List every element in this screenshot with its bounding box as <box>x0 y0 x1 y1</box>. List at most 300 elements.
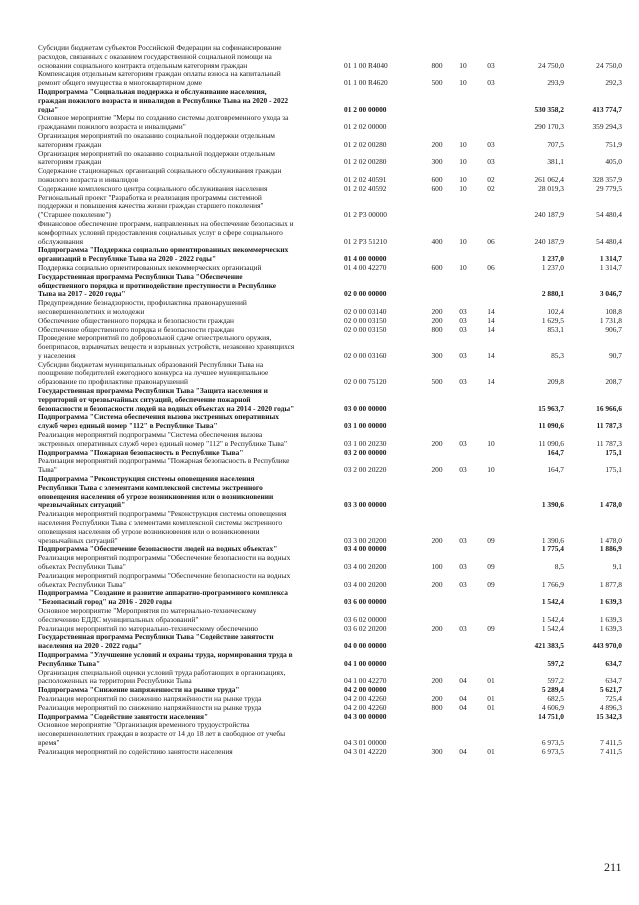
amount-year-2: 7 411,5 <box>600 737 622 747</box>
row-name: Подпрограмма "Снижение напряженности на рынке труда" <box>38 685 240 695</box>
section-code: 03 <box>459 324 467 334</box>
expense-type-code: 600 <box>431 174 443 184</box>
subsection-code <box>476 387 506 413</box>
target-article-code: 04 3 00 00000 <box>344 711 387 721</box>
amount-year-1: 597,2 <box>547 658 564 668</box>
subsection-code <box>476 651 506 669</box>
table-row <box>38 651 622 669</box>
subsection-code <box>476 713 506 722</box>
table-row <box>38 572 622 590</box>
expense-type-code <box>424 545 450 554</box>
row-name: Подпрограмма "Реконструкция системы оповещения населения Республики Тыва с элементами комплексной системы экстренного оповещения населения об угрозе возникновения или о возникновении чрезвычайных ситуаций" <box>38 474 274 510</box>
target-article-code: 04 3 01 42220 <box>344 746 387 756</box>
section-code: 10 <box>459 78 467 88</box>
table-row <box>38 361 622 387</box>
table-row <box>38 194 622 220</box>
target-article-code: 03 2 00 00000 <box>344 447 387 457</box>
amount-year-2: 1 314,7 <box>599 254 622 264</box>
table-row <box>38 88 622 114</box>
amount-year-2: 4 896,3 <box>599 702 622 712</box>
expense-type-code: 200 <box>431 693 443 703</box>
target-article-code: 03 6 02 00000 <box>344 614 387 624</box>
amount-year-2: 405,0 <box>605 157 622 167</box>
amount-year-1: 24 750,0 <box>538 60 564 70</box>
section-code: 04 <box>459 746 467 756</box>
section-code <box>450 545 476 554</box>
amount-year-2: 1 478,0 <box>599 535 622 545</box>
amount-year-1: 293,9 <box>547 78 564 88</box>
subsection-code <box>476 633 506 651</box>
amount-year-1: 261 062,4 <box>534 174 564 184</box>
expense-type-code: 200 <box>431 465 443 475</box>
amount-year-2: 9,1 <box>612 562 622 572</box>
target-article-code: 04 2 00 42260 <box>344 702 387 712</box>
subsection-code: 03 <box>487 60 495 70</box>
section-code <box>450 246 476 264</box>
row-name: Проведение мероприятий по добровольной сдаче огнестрельного оружия, боеприпасов, взрывчатых веществ и взрывных устройств, незаконно хранящихся у населения <box>38 333 295 360</box>
section-code: 04 <box>459 693 467 703</box>
section-code <box>450 475 476 510</box>
amount-year-2: 11 787,3 <box>596 421 622 431</box>
table-row <box>38 457 622 475</box>
amount-year-1: 381,1 <box>547 157 564 167</box>
row-name: Подпрограмма "Улучшение условий и охраны труда, нормирования труда в Республике Тыва" <box>38 649 293 668</box>
amount-year-1: 1 542,4 <box>541 623 564 633</box>
amount-year-1: 209,8 <box>547 377 564 387</box>
amount-year-1: 530 358,2 <box>534 104 564 114</box>
row-name: Организация мероприятий по оказанию социальной поддержки отдельным категориям граждан <box>38 130 275 149</box>
expense-type-code: 200 <box>431 306 443 316</box>
row-name: Содержание стационарных организаций социального обслуживания граждан пожилого возраста и инвалидов <box>38 166 282 184</box>
amount-year-2: 54 480,4 <box>596 210 622 220</box>
target-article-code: 03 4 00 20200 <box>344 579 387 589</box>
table-row <box>38 607 622 625</box>
expense-type-code: 500 <box>431 377 443 387</box>
table-row <box>38 510 622 545</box>
target-article-code: 01 2 02 00280 <box>344 139 387 149</box>
row-name: Реализация мероприятий подпрограммы "Обеспечение безопасности на водных объектах Республики Тыва" <box>38 553 291 572</box>
subsection-code <box>476 607 506 625</box>
row-name: Региональный проект "Разработка и реализация программы системной поддержки и повышения качества жизни граждан старшего поколения" ("Старшее поколение") <box>38 192 264 220</box>
section-code: 03 <box>459 438 467 448</box>
subsection-code: 02 <box>487 183 495 193</box>
expense-type-code: 200 <box>431 535 443 545</box>
section-code: 03 <box>459 623 467 633</box>
amount-year-2: 1 639,3 <box>599 597 622 607</box>
expense-type-code <box>424 194 450 220</box>
expense-type-code: 200 <box>431 579 443 589</box>
expense-type-code: 200 <box>431 438 443 448</box>
expense-type-code <box>424 651 450 669</box>
section-code <box>450 721 476 747</box>
section-code <box>450 413 476 431</box>
table-row <box>38 554 622 572</box>
target-article-code: 04 3 01 00000 <box>344 737 387 747</box>
target-article-code: 03 1 00 20230 <box>344 438 387 448</box>
table-row <box>38 475 622 510</box>
table-row <box>38 70 622 88</box>
target-article-code: 04 2 00 42260 <box>344 693 387 703</box>
amount-year-2: 175,1 <box>605 447 622 457</box>
amount-year-2: 11 787,3 <box>596 438 622 448</box>
subsection-code: 06 <box>487 262 495 272</box>
row-name: Подпрограмма "Социальная поддержка и обслуживание населения, граждан пожилого возраста и инвалидов в Республике Тыва на 2020 - 2022 годы" <box>38 86 289 114</box>
amount-year-1: 5 289,4 <box>541 685 564 695</box>
subsection-code: 03 <box>487 157 495 167</box>
amount-year-2: 1 731,8 <box>599 315 622 325</box>
row-name: Реализация мероприятий по содействию занятости населения <box>38 746 233 756</box>
section-code: 10 <box>459 236 467 246</box>
expense-type-code <box>424 633 450 651</box>
subsection-code <box>476 413 506 431</box>
row-name: Подпрограмма "Система обеспечения вызова экстренных оперативных служб через единый номер "112" в Республике Тыва" <box>38 412 279 431</box>
target-article-code: 03 3 00 20200 <box>344 535 387 545</box>
row-name: Государственная программа Республики Тыва "Защита населения и территорий от чрезвычайных ситуаций, обеспечение пожарной безопасности и безопасности людей на водных объектах на 2014 - 2020 годы" <box>38 386 295 413</box>
target-article-code: 03 2 00 20220 <box>344 465 387 475</box>
table-row <box>38 431 622 449</box>
amount-year-1: 6 973,5 <box>541 746 564 756</box>
amount-year-1: 853,1 <box>547 324 564 334</box>
table-row <box>38 721 622 747</box>
table-row <box>38 273 622 299</box>
target-article-code: 03 3 00 00000 <box>344 500 387 510</box>
table-row <box>38 44 622 70</box>
amount-year-2: 292,3 <box>605 78 622 88</box>
amount-year-2: 15 342,3 <box>596 711 622 721</box>
section-code <box>450 449 476 458</box>
expense-type-code: 100 <box>431 562 443 572</box>
section-code <box>450 387 476 413</box>
table-row <box>38 669 622 687</box>
expense-type-code: 300 <box>431 746 443 756</box>
expense-type-code <box>424 387 450 413</box>
subsection-code <box>476 114 506 132</box>
row-name: Основное мероприятие "Меры по созданию системы долговременного ухода за гражданами пожилого возраста и инвалидами" <box>38 113 289 132</box>
target-article-code: 01 2 02 40592 <box>344 183 387 193</box>
row-name: Реализация мероприятий по снижению напряжённости на рынке труда <box>38 702 262 712</box>
amount-year-2: 1 877,8 <box>599 579 622 589</box>
amount-year-1: 1 237,0 <box>541 254 564 264</box>
amount-year-2: 634,7 <box>605 658 622 668</box>
section-code <box>450 607 476 625</box>
section-code <box>450 633 476 651</box>
amount-year-2: 175,1 <box>605 465 622 475</box>
subsection-code: 14 <box>487 315 495 325</box>
amount-year-1: 240 187,9 <box>534 210 564 220</box>
target-article-code: 03 1 00 00000 <box>344 421 387 431</box>
section-code: 03 <box>459 465 467 475</box>
amount-year-2: 29 779,5 <box>596 183 622 193</box>
subsection-code: 14 <box>487 377 495 387</box>
subsection-code <box>476 194 506 220</box>
subsection-code <box>476 721 506 747</box>
expense-type-code: 200 <box>431 139 443 149</box>
section-code <box>450 114 476 132</box>
row-name: Финансовое обеспечение программ, направленных на обеспечение безопасных и комфортных условий предоставления социальных услуг в сфере социального обслуживания <box>38 218 294 246</box>
target-article-code: 01 2 P3 00000 <box>344 210 387 220</box>
amount-year-1: 682,5 <box>547 693 564 703</box>
subsection-code <box>476 589 506 607</box>
subsection-code: 10 <box>487 438 495 448</box>
subsection-code <box>476 246 506 264</box>
section-code: 03 <box>459 315 467 325</box>
amount-year-2: 208,7 <box>605 377 622 387</box>
target-article-code: 02 0 00 75120 <box>344 377 387 387</box>
expense-type-code <box>424 273 450 299</box>
amount-year-1: 6 973,5 <box>541 737 564 747</box>
section-code: 10 <box>459 262 467 272</box>
row-name: Основное мероприятие "Мероприятия по материально-техническому обеспечению ЕДДС муниципальных образований" <box>38 606 257 624</box>
amount-year-1: 164,7 <box>547 447 564 457</box>
target-article-code: 01 2 00 00000 <box>344 104 387 114</box>
row-name: Обеспечение общественного порядка и безопасности граждан <box>38 315 234 325</box>
table-row <box>38 387 622 413</box>
target-article-code: 04 1 00 42270 <box>344 676 387 686</box>
target-article-code: 03 0 00 00000 <box>344 403 387 413</box>
section-code <box>450 651 476 669</box>
subsection-code: 09 <box>487 623 495 633</box>
target-article-code: 04 2 00 00000 <box>344 685 387 695</box>
amount-year-2: 5 621,7 <box>599 685 622 695</box>
expense-type-code: 400 <box>431 236 443 246</box>
row-name: Организация специальной оценки условий труда работающих в организациях, расположенных на территории Республики Тыва <box>38 667 286 686</box>
row-name: Субсидии бюджетам муниципальных образований Республики Тыва на поощрение победителей ежегодного конкурса на лучшее муниципальное образование по профилактике правонарушений <box>38 359 269 387</box>
target-article-code: 03 4 00 20200 <box>344 562 387 572</box>
target-article-code: 01 2 P3 51210 <box>344 236 387 246</box>
amount-year-2: 1 314,7 <box>599 262 622 272</box>
row-name: Основное мероприятие "Организация временного трудоустройства несовершеннолетних граждан в возрасте от 14 до 18 лет в свободное от учебы время" <box>38 720 286 747</box>
target-article-code: 03 6 02 20200 <box>344 623 387 633</box>
table-row <box>38 299 622 317</box>
table-row <box>38 334 622 360</box>
target-article-code: 01 1 00 R4040 <box>344 60 388 70</box>
amount-year-2: 3 046,7 <box>599 289 622 299</box>
row-name: Реализация мероприятий по снижению напряжённости на рынке труда <box>38 693 262 703</box>
row-name: Субсидии бюджетам субъектов Российской Федерации на софинансирование расходов, связанных с оказанием государственной социальной помощи на основании социального контракта отдельным категориям граждан <box>38 43 282 70</box>
subsection-code: 09 <box>487 579 495 589</box>
target-article-code: 02 0 00 03150 <box>344 324 387 334</box>
amount-year-1: 1 542,4 <box>541 597 564 607</box>
amount-year-1: 1 237,0 <box>541 262 564 272</box>
expense-type-code <box>424 589 450 607</box>
table-row <box>38 589 622 607</box>
amount-year-2: 1 886,9 <box>599 544 622 554</box>
expense-type-code: 600 <box>431 262 443 272</box>
expense-type-code: 200 <box>431 676 443 686</box>
table-row <box>38 220 622 246</box>
row-name: Подпрограмма "Пожарная безопасность в Республике Тыва" <box>38 447 244 457</box>
amount-year-1: 290 170,3 <box>534 122 564 132</box>
subsection-code: 06 <box>487 236 495 246</box>
section-code: 10 <box>459 183 467 193</box>
amount-year-2: 7 411,5 <box>600 746 622 756</box>
expense-type-code: 200 <box>431 315 443 325</box>
amount-year-2: 359 294,3 <box>592 122 622 132</box>
expense-type-code: 600 <box>431 183 443 193</box>
amount-year-1: 4 606,9 <box>541 702 564 712</box>
table-row <box>38 114 622 132</box>
amount-year-1: 11 090,6 <box>538 421 564 431</box>
section-code <box>450 273 476 299</box>
subsection-code: 14 <box>487 350 495 360</box>
row-name: Поддержка социально ориентированных некоммерческих организаций <box>38 262 262 272</box>
row-name: Подпрограмма "Создание и развитие аппаратно-программного комплекса "Безопасный город" на 2016 - 2020 годы <box>38 588 288 607</box>
amount-year-1: 1 629,5 <box>541 315 564 325</box>
section-code: 10 <box>459 139 467 149</box>
budget-document <box>38 43 622 757</box>
row-name: Реализация мероприятий по материально-техническому обеспечению <box>38 623 259 633</box>
row-name: Государственная программа Республики Тыва "Содействие занятости населения на 2020 - 2022 годы" <box>38 632 274 651</box>
subsection-code: 01 <box>487 746 495 756</box>
row-name: Компенсация отдельным категориям граждан оплаты взноса на капитальный ремонт общего имущества в многоквартирном доме <box>38 69 281 88</box>
section-code <box>450 194 476 220</box>
expense-type-code <box>424 114 450 132</box>
budget-table <box>38 44 622 757</box>
expense-type-code: 800 <box>431 702 443 712</box>
target-article-code: 03 6 00 00000 <box>344 597 387 607</box>
subsection-code <box>476 475 506 510</box>
subsection-code: 01 <box>487 693 495 703</box>
amount-year-2: 328 357,9 <box>592 174 622 184</box>
subsection-code: 02 <box>487 174 495 184</box>
amount-year-2: 443 970,0 <box>592 641 622 651</box>
row-name: Содержание комплексного центра социального обслуживания населения <box>38 183 268 193</box>
row-name: Обеспечение общественного порядка и безопасности граждан <box>38 324 234 334</box>
amount-year-2: 24 750,0 <box>596 60 622 70</box>
row-name: Реализация мероприятий подпрограммы "Система обеспечения вызова экстренных оперативных служб через единый номер "112" в Республике Тыва" <box>38 430 287 448</box>
row-name: Реализация мероприятий подпрограммы "Обеспечение безопасности на водных объектах Республики Тыва" <box>38 570 291 589</box>
target-article-code: 02 0 00 03140 <box>344 306 387 316</box>
amount-year-2: 634,7 <box>605 676 622 686</box>
subsection-code: 01 <box>487 702 495 712</box>
section-code: 10 <box>459 157 467 167</box>
row-name: Реализация мероприятий подпрограммы "Пожарная безопасность в Республике Тыва" <box>38 456 290 475</box>
expense-type-code: 800 <box>431 324 443 334</box>
table-row <box>38 167 622 185</box>
table-row <box>38 150 622 168</box>
row-name: Подпрограмма "Содействие занятости населения" <box>38 711 209 721</box>
section-code: 03 <box>459 377 467 387</box>
subsection-code: 14 <box>487 324 495 334</box>
subsection-code <box>476 449 506 458</box>
amount-year-2: 413 774,7 <box>592 104 622 114</box>
section-code <box>450 713 476 722</box>
amount-year-1: 1 542,4 <box>541 614 564 624</box>
amount-year-1: 102,4 <box>547 306 564 316</box>
amount-year-1: 14 751,0 <box>538 711 564 721</box>
section-code <box>450 589 476 607</box>
subsection-code <box>476 88 506 114</box>
section-code: 10 <box>459 174 467 184</box>
row-name: Организация мероприятий по оказанию социальной поддержки отдельным категориям граждан <box>38 148 275 167</box>
table-row <box>38 132 622 150</box>
amount-year-1: 15 963,7 <box>538 403 564 413</box>
row-name: Предупреждение безнадзорности, профилактика правонарушений несовершеннолетних и молодежи <box>38 298 247 316</box>
expense-type-code: 500 <box>431 78 443 88</box>
target-article-code: 04 1 00 00000 <box>344 658 387 668</box>
target-article-code: 01 2 02 00280 <box>344 157 387 167</box>
expense-type-code: 300 <box>431 157 443 167</box>
amount-year-1: 421 383,5 <box>534 641 564 651</box>
target-article-code: 02 0 00 03150 <box>344 315 387 325</box>
subsection-code: 03 <box>487 78 495 88</box>
subsection-code: 09 <box>487 535 495 545</box>
target-article-code: 01 2 02 00000 <box>344 122 387 132</box>
amount-year-1: 8,5 <box>554 562 564 572</box>
table-row <box>38 748 622 757</box>
subsection-code <box>476 545 506 554</box>
target-article-code: 01 4 00 00000 <box>344 254 387 264</box>
section-code: 03 <box>459 579 467 589</box>
budget-table-body <box>38 44 622 757</box>
amount-year-2: 54 480,4 <box>596 236 622 246</box>
subsection-code: 14 <box>487 306 495 316</box>
target-article-code: 02 0 00 03160 <box>344 350 387 360</box>
table-row <box>38 413 622 431</box>
amount-year-1: 240 187,9 <box>534 236 564 246</box>
amount-year-2: 90,7 <box>609 350 622 360</box>
target-article-code: 03 4 00 00000 <box>344 544 387 554</box>
section-code: 03 <box>459 535 467 545</box>
subsection-code: 10 <box>487 465 495 475</box>
expense-type-code <box>424 449 450 458</box>
subsection-code: 01 <box>487 676 495 686</box>
expense-type-code: 200 <box>431 623 443 633</box>
section-code: 04 <box>459 676 467 686</box>
amount-year-1: 597,2 <box>547 676 564 686</box>
page-number: 211 <box>604 860 622 874</box>
amount-year-1: 85,3 <box>551 350 564 360</box>
subsection-code: 03 <box>487 139 495 149</box>
row-name: Подпрограмма "Поддержка социально ориентированных некоммерческих организаций в Республике Тыва на 2020 - 2022 годы" <box>38 245 289 264</box>
expense-type-code <box>424 607 450 625</box>
amount-year-2: 1 478,0 <box>599 500 622 510</box>
amount-year-1: 1 775,4 <box>541 544 564 554</box>
section-code: 10 <box>459 60 467 70</box>
amount-year-1: 164,7 <box>547 465 564 475</box>
row-name: Государственная программа Республики Тыва "Обеспечение общественного порядка и противодействие преступности в Республике Тыва на 2017 - 2020 годы" <box>38 271 277 299</box>
expense-type-code: 300 <box>431 350 443 360</box>
section-code: 04 <box>459 702 467 712</box>
section-code: 03 <box>459 350 467 360</box>
expense-type-code: 800 <box>431 60 443 70</box>
amount-year-2: 1 639,3 <box>599 614 622 624</box>
target-article-code: 01 4 00 42270 <box>344 262 387 272</box>
amount-year-2: 16 966,6 <box>596 403 622 413</box>
target-article-code: 04 0 00 00000 <box>344 641 387 651</box>
amount-year-1: 1 766,9 <box>541 579 564 589</box>
amount-year-2: 906,7 <box>605 324 622 334</box>
subsection-code: 09 <box>487 562 495 572</box>
amount-year-2: 1 639,3 <box>599 623 622 633</box>
amount-year-1: 707,5 <box>547 139 564 149</box>
row-name: Подпрограмма "Обеспечение безопасности людей на водных объектах" <box>38 544 278 554</box>
section-code <box>450 88 476 114</box>
amount-year-1: 1 390,6 <box>541 500 564 510</box>
expense-type-code <box>424 88 450 114</box>
amount-year-2: 751,9 <box>605 139 622 149</box>
row-name: Реализация мероприятий подпрограммы "Реконструкция системы оповещения населения Республики Тыва с элементами комплексной системы экстренного оповещения населения об угрозе возникновения или о возникновении чрезвычайных ситуаций" <box>38 509 287 545</box>
amount-year-1: 28 019,3 <box>538 183 564 193</box>
expense-type-code <box>424 413 450 431</box>
amount-year-1: 2 880,1 <box>541 289 564 299</box>
section-code: 03 <box>459 306 467 316</box>
amount-year-1: 11 090,6 <box>538 438 564 448</box>
amount-year-1: 1 390,6 <box>541 535 564 545</box>
target-article-code: 01 2 02 40591 <box>344 174 387 184</box>
section-code: 03 <box>459 562 467 572</box>
expense-type-code <box>424 246 450 264</box>
